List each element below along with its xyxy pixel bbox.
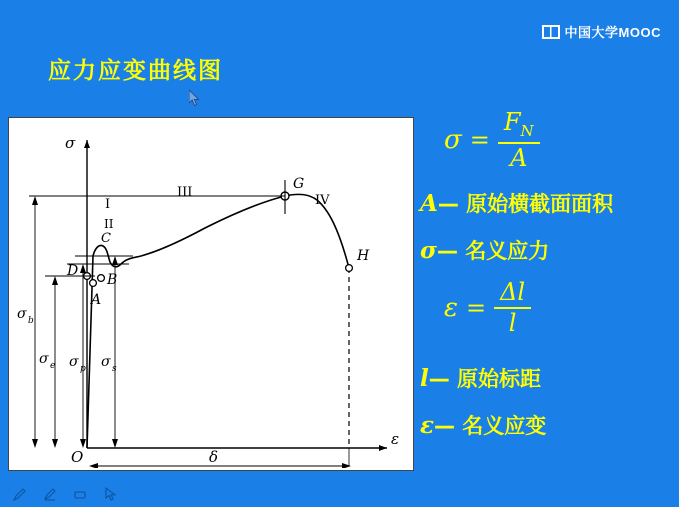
mouse-cursor-icon (189, 90, 201, 107)
page-title: 应力应变曲线图 (48, 58, 223, 84)
svg-text:G: G (293, 176, 305, 192)
svg-text:p: p (80, 364, 86, 374)
svg-text:I: I (105, 197, 111, 212)
svg-text:e: e (50, 361, 56, 371)
formula-note-length: l— 原始标距 (420, 365, 542, 392)
svg-text:σ: σ (65, 134, 76, 152)
stress-strain-figure (8, 117, 414, 471)
svg-text:σ: σ (17, 306, 27, 322)
sigma-equals: = (469, 126, 490, 155)
sigma-formula (444, 110, 540, 171)
epsilon-numerator: Δl (500, 278, 526, 306)
sigma-denominator: A (510, 143, 528, 172)
svg-text:s: s (112, 364, 117, 374)
formula-note-epsilon: ε— 名义应变 (420, 412, 547, 439)
epsilon-formula (444, 280, 531, 336)
eraser-icon[interactable] (72, 486, 88, 502)
svg-text:III: III (177, 185, 193, 200)
svg-text:D: D (67, 263, 79, 279)
epsilon-equals: = (465, 294, 487, 323)
svg-text:A: A (91, 292, 102, 308)
svg-text:IV: IV (315, 193, 330, 208)
epsilon-lhs: ε (444, 293, 458, 324)
formula-column (418, 110, 676, 460)
annotation-toolbar[interactable] (0, 481, 679, 507)
svg-text:O: O (71, 448, 84, 466)
highlighter-icon[interactable] (42, 486, 58, 502)
svg-text:B: B (107, 272, 118, 288)
sigma-numerator: $F_N$ (503, 108, 534, 140)
formula-note-sigma: σ— 名义应力 (420, 237, 550, 264)
svg-text:σ: σ (101, 354, 111, 370)
svg-text:δ: δ (209, 448, 219, 466)
mooc-logo-text: 中国大学MOOC (564, 25, 661, 40)
pen-icon[interactable] (12, 486, 28, 502)
svg-text:σ: σ (39, 351, 49, 367)
svg-text:H: H (357, 248, 370, 264)
svg-text:II: II (104, 217, 114, 231)
svg-text:b: b (28, 316, 34, 326)
formula-note-area: A— 原始横截面面积 (420, 190, 614, 217)
svg-text:σ: σ (69, 354, 79, 370)
epsilon-denominator: l (508, 309, 517, 338)
svg-text:C: C (101, 231, 111, 246)
book-icon (542, 25, 560, 39)
mooc-logo (542, 22, 661, 41)
pointer-icon[interactable] (102, 486, 118, 502)
sigma-lhs: σ (444, 125, 462, 156)
svg-text:ε: ε (391, 430, 400, 448)
